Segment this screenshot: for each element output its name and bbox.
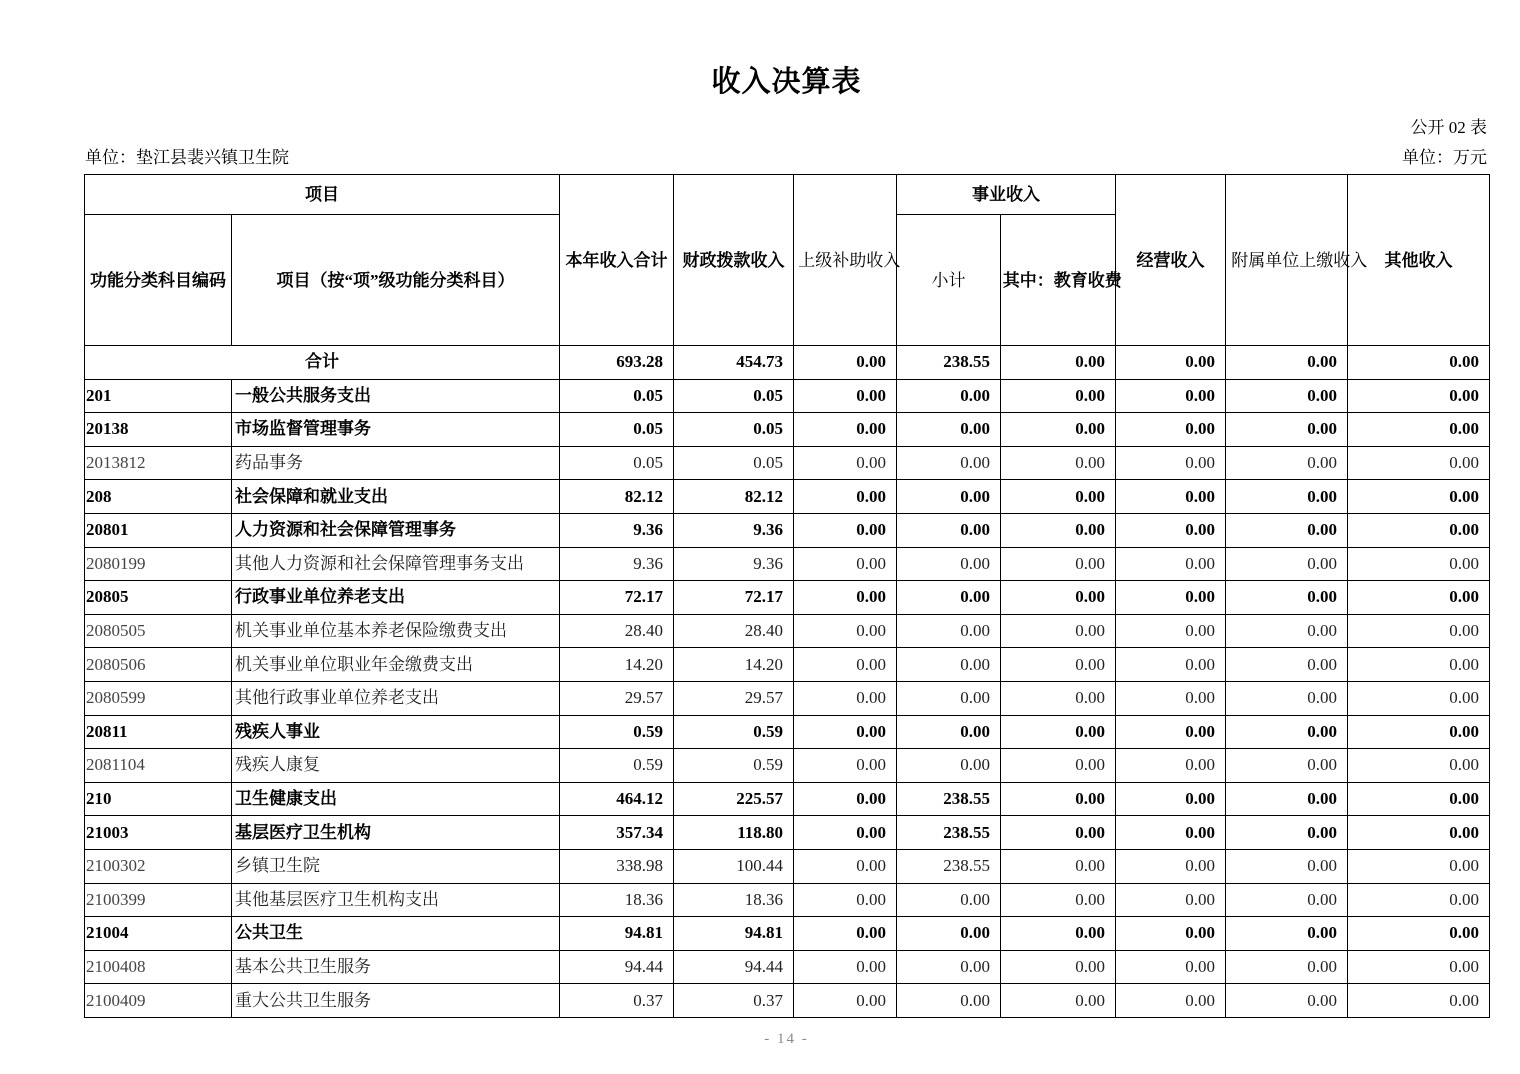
affiliated-remittance-cell: 0.00 [1226,513,1348,547]
fiscal-appropriation-cell: 0.59 [674,749,794,783]
other-income-cell: 0.00 [1348,849,1490,883]
fiscal-appropriation-cell: 9.36 [674,547,794,581]
header-subject-code: 功能分类科目编码 [85,215,232,346]
table-row [85,917,1490,951]
subject-name: 机关事业单位基本养老保险缴费支出 [232,614,560,648]
total-income-cell: 94.44 [560,950,674,984]
affiliated-remittance-cell: 0.00 [1226,816,1348,850]
subject-name: 基本公共卫生服务 [232,950,560,984]
header-operating-income: 经营收入 [1116,175,1226,346]
business-subtotal-cell: 0.00 [897,950,1001,984]
operating-income-cell: 0.00 [1116,547,1226,581]
total-income-cell: 0.05 [560,446,674,480]
subject-code: 2080599 [85,681,232,715]
subject-code: 201 [85,379,232,413]
other-income-cell: 0.00 [1348,648,1490,682]
fiscal-appropriation-cell: 29.57 [674,681,794,715]
operating-income-cell: 0.00 [1116,950,1226,984]
total-income-cell: 82.12 [560,480,674,514]
business-subtotal-cell: 238.55 [897,849,1001,883]
fiscal-appropriation-cell: 14.20 [674,648,794,682]
subject-code: 2080505 [85,614,232,648]
operating-income-cell: 0.00 [1116,749,1226,783]
table-row [85,513,1490,547]
total-income-cell: 29.57 [560,681,674,715]
header-other-income: 其他收入 [1348,175,1490,346]
superior-subsidy-cell: 0.00 [794,480,897,514]
total-income-cell: 0.05 [560,379,674,413]
business-subtotal-cell: 0.00 [897,413,1001,447]
education-fee-cell: 0.00 [1001,581,1116,615]
other-income-cell: 0.00 [1348,950,1490,984]
subject-name: 乡镇卫生院 [232,849,560,883]
subject-name: 其他行政事业单位养老支出 [232,681,560,715]
superior-subsidy-cell: 0.00 [794,513,897,547]
business-subtotal-cell: 238.55 [897,782,1001,816]
other-income-cell: 0.00 [1348,346,1490,380]
superior-subsidy-cell: 0.00 [794,346,897,380]
superior-subsidy-cell: 0.00 [794,413,897,447]
subject-name: 机关事业单位职业年金缴费支出 [232,648,560,682]
fiscal-appropriation-cell: 118.80 [674,816,794,850]
subject-code: 20138 [85,413,232,447]
fiscal-appropriation-cell: 454.73 [674,346,794,380]
education-fee-cell: 0.00 [1001,480,1116,514]
table-row [85,648,1490,682]
other-income-cell: 0.00 [1348,413,1490,447]
subject-name: 一般公共服务支出 [232,379,560,413]
header-business-subtotal: 小计 [897,215,1001,346]
affiliated-remittance-cell: 0.00 [1226,681,1348,715]
fiscal-appropriation-cell: 0.05 [674,379,794,413]
header-fiscal-appropriation: 财政拨款收入 [674,175,794,346]
fiscal-appropriation-cell: 0.05 [674,446,794,480]
header-row-1 [85,175,1490,215]
affiliated-remittance-cell: 0.00 [1226,547,1348,581]
other-income-cell: 0.00 [1348,446,1490,480]
subject-code: 21003 [85,816,232,850]
education-fee-cell: 0.00 [1001,614,1116,648]
fiscal-appropriation-cell: 82.12 [674,480,794,514]
superior-subsidy-cell: 0.00 [794,648,897,682]
subject-code: 21004 [85,917,232,951]
other-income-cell: 0.00 [1348,581,1490,615]
business-subtotal-cell: 0.00 [897,614,1001,648]
operating-income-cell: 0.00 [1116,681,1226,715]
other-income-cell: 0.00 [1348,614,1490,648]
table-row [85,547,1490,581]
affiliated-remittance-cell: 0.00 [1226,446,1348,480]
total-income-cell: 338.98 [560,849,674,883]
fiscal-appropriation-cell: 94.81 [674,917,794,951]
fiscal-appropriation-cell: 28.40 [674,614,794,648]
operating-income-cell: 0.00 [1116,413,1226,447]
total-income-cell: 357.34 [560,816,674,850]
other-income-cell: 0.00 [1348,513,1490,547]
superior-subsidy-cell: 0.00 [794,816,897,850]
fiscal-appropriation-cell: 0.05 [674,413,794,447]
education-fee-cell: 0.00 [1001,681,1116,715]
operating-income-cell: 0.00 [1116,446,1226,480]
business-subtotal-cell: 0.00 [897,984,1001,1018]
business-subtotal-cell: 0.00 [897,648,1001,682]
table-row [85,950,1490,984]
total-income-cell: 0.59 [560,749,674,783]
education-fee-cell: 0.00 [1001,984,1116,1018]
table-row [85,782,1490,816]
currency-unit: 单位：万元 [1402,148,1487,167]
business-subtotal-cell: 0.00 [897,446,1001,480]
other-income-cell: 0.00 [1348,379,1490,413]
subject-name: 重大公共卫生服务 [232,984,560,1018]
operating-income-cell: 0.00 [1116,581,1226,615]
subject-code: 2100399 [85,883,232,917]
education-fee-cell: 0.00 [1001,715,1116,749]
fiscal-appropriation-cell: 0.37 [674,984,794,1018]
total-income-cell: 464.12 [560,782,674,816]
fiscal-appropriation-cell: 9.36 [674,513,794,547]
total-income-cell: 0.37 [560,984,674,1018]
total-label: 合计 [85,346,560,380]
subject-code: 2080506 [85,648,232,682]
subject-code: 20811 [85,715,232,749]
subject-code: 2100302 [85,849,232,883]
table-row [85,446,1490,480]
operating-income-cell: 0.00 [1116,614,1226,648]
business-subtotal-cell: 0.00 [897,883,1001,917]
subject-code: 2100409 [85,984,232,1018]
affiliated-remittance-cell: 0.00 [1226,883,1348,917]
subject-name: 其他基层医疗卫生机构支出 [232,883,560,917]
table-row [85,883,1490,917]
superior-subsidy-cell: 0.00 [794,917,897,951]
other-income-cell: 0.00 [1348,883,1490,917]
superior-subsidy-cell: 0.00 [794,379,897,413]
table-row [85,480,1490,514]
superior-subsidy-cell: 0.00 [794,883,897,917]
operating-income-cell: 0.00 [1116,715,1226,749]
affiliated-remittance-cell: 0.00 [1226,749,1348,783]
reporting-unit: 单位：垫江县裴兴镇卫生院 [85,148,289,167]
fiscal-appropriation-cell: 72.17 [674,581,794,615]
other-income-cell: 0.00 [1348,917,1490,951]
affiliated-remittance-cell: 0.00 [1226,917,1348,951]
education-fee-cell: 0.00 [1001,413,1116,447]
affiliated-remittance-cell: 0.00 [1226,984,1348,1018]
total-row [85,346,1490,380]
page-title: 收入决算表 [711,66,862,98]
operating-income-cell: 0.00 [1116,513,1226,547]
business-subtotal-cell: 0.00 [897,749,1001,783]
subject-code: 2100408 [85,950,232,984]
total-income-cell: 693.28 [560,346,674,380]
subject-name: 残疾人事业 [232,715,560,749]
business-subtotal-cell: 0.00 [897,715,1001,749]
income-final-accounts-table [84,174,1490,1018]
operating-income-cell: 0.00 [1116,984,1226,1018]
superior-subsidy-cell: 0.00 [794,715,897,749]
superior-subsidy-cell: 0.00 [794,984,897,1018]
table-row [85,581,1490,615]
subject-name: 公共卫生 [232,917,560,951]
header-project: 项目 [85,175,560,215]
affiliated-remittance-cell: 0.00 [1226,782,1348,816]
education-fee-cell: 0.00 [1001,883,1116,917]
fiscal-appropriation-cell: 100.44 [674,849,794,883]
education-fee-cell: 0.00 [1001,379,1116,413]
affiliated-remittance-cell: 0.00 [1226,480,1348,514]
subject-code: 210 [85,782,232,816]
superior-subsidy-cell: 0.00 [794,614,897,648]
subject-name: 人力资源和社会保障管理事务 [232,513,560,547]
business-subtotal-cell: 0.00 [897,513,1001,547]
table-row [85,984,1490,1018]
superior-subsidy-cell: 0.00 [794,849,897,883]
total-income-cell: 9.36 [560,513,674,547]
other-income-cell: 0.00 [1348,749,1490,783]
subject-code: 20805 [85,581,232,615]
other-income-cell: 0.00 [1348,547,1490,581]
table-row [85,816,1490,850]
subject-name: 行政事业单位养老支出 [232,581,560,615]
subject-name: 市场监督管理事务 [232,413,560,447]
affiliated-remittance-cell: 0.00 [1226,346,1348,380]
subject-name: 药品事务 [232,446,560,480]
affiliated-remittance-cell: 0.00 [1226,950,1348,984]
affiliated-remittance-cell: 0.00 [1226,715,1348,749]
table-row [85,614,1490,648]
affiliated-remittance-cell: 0.00 [1226,614,1348,648]
operating-income-cell: 0.00 [1116,883,1226,917]
education-fee-cell: 0.00 [1001,749,1116,783]
other-income-cell: 0.00 [1348,681,1490,715]
other-income-cell: 0.00 [1348,816,1490,850]
business-subtotal-cell: 238.55 [897,346,1001,380]
operating-income-cell: 0.00 [1116,782,1226,816]
page-number: - 14 - [764,1031,809,1047]
form-number: 公开 02 表 [1410,118,1487,137]
fiscal-appropriation-cell: 18.36 [674,883,794,917]
other-income-cell: 0.00 [1348,715,1490,749]
education-fee-cell: 0.00 [1001,849,1116,883]
education-fee-cell: 0.00 [1001,917,1116,951]
table-row [85,379,1490,413]
education-fee-cell: 0.00 [1001,446,1116,480]
business-subtotal-cell: 0.00 [897,581,1001,615]
education-fee-cell: 0.00 [1001,513,1116,547]
other-income-cell: 0.00 [1348,480,1490,514]
operating-income-cell: 0.00 [1116,917,1226,951]
affiliated-remittance-cell: 0.00 [1226,849,1348,883]
total-income-cell: 94.81 [560,917,674,951]
business-subtotal-cell: 0.00 [897,547,1001,581]
subject-code: 2013812 [85,446,232,480]
superior-subsidy-cell: 0.00 [794,950,897,984]
total-income-cell: 14.20 [560,648,674,682]
header-education-fee: 其中：教育收费 [1001,215,1116,346]
header-total-income: 本年收入合计 [560,175,674,346]
total-income-cell: 28.40 [560,614,674,648]
header-business-income: 事业收入 [897,175,1116,215]
total-income-cell: 0.59 [560,715,674,749]
education-fee-cell: 0.00 [1001,648,1116,682]
header-subject-name: 项目（按“项”级功能分类科目） [232,215,560,346]
education-fee-cell: 0.00 [1001,950,1116,984]
education-fee-cell: 0.00 [1001,782,1116,816]
affiliated-remittance-cell: 0.00 [1226,648,1348,682]
table-row [85,715,1490,749]
header-affiliated-remittance: 附属单位上缴收入 [1226,175,1348,346]
superior-subsidy-cell: 0.00 [794,581,897,615]
fiscal-appropriation-cell: 225.57 [674,782,794,816]
subject-code: 208 [85,480,232,514]
operating-income-cell: 0.00 [1116,379,1226,413]
subject-name: 基层医疗卫生机构 [232,816,560,850]
business-subtotal-cell: 0.00 [897,480,1001,514]
education-fee-cell: 0.00 [1001,547,1116,581]
subject-name: 其他人力资源和社会保障管理事务支出 [232,547,560,581]
superior-subsidy-cell: 0.00 [794,782,897,816]
operating-income-cell: 0.00 [1116,648,1226,682]
affiliated-remittance-cell: 0.00 [1226,581,1348,615]
table-row [85,681,1490,715]
other-income-cell: 0.00 [1348,984,1490,1018]
subject-code: 2081104 [85,749,232,783]
superior-subsidy-cell: 0.00 [794,446,897,480]
total-income-cell: 18.36 [560,883,674,917]
education-fee-cell: 0.00 [1001,346,1116,380]
operating-income-cell: 0.00 [1116,480,1226,514]
table-row [85,749,1490,783]
affiliated-remittance-cell: 0.00 [1226,379,1348,413]
subject-code: 2080199 [85,547,232,581]
business-subtotal-cell: 238.55 [897,816,1001,850]
operating-income-cell: 0.00 [1116,849,1226,883]
business-subtotal-cell: 0.00 [897,681,1001,715]
superior-subsidy-cell: 0.00 [794,749,897,783]
operating-income-cell: 0.00 [1116,346,1226,380]
table-row [85,413,1490,447]
header-superior-subsidy: 上级补助收入 [794,175,897,346]
table-row [85,849,1490,883]
other-income-cell: 0.00 [1348,782,1490,816]
total-income-cell: 9.36 [560,547,674,581]
affiliated-remittance-cell: 0.00 [1226,413,1348,447]
superior-subsidy-cell: 0.00 [794,547,897,581]
total-income-cell: 72.17 [560,581,674,615]
subject-name: 卫生健康支出 [232,782,560,816]
subject-code: 20801 [85,513,232,547]
total-income-cell: 0.05 [560,413,674,447]
business-subtotal-cell: 0.00 [897,379,1001,413]
business-subtotal-cell: 0.00 [897,917,1001,951]
fiscal-appropriation-cell: 94.44 [674,950,794,984]
fiscal-appropriation-cell: 0.59 [674,715,794,749]
subject-name: 社会保障和就业支出 [232,480,560,514]
education-fee-cell: 0.00 [1001,816,1116,850]
superior-subsidy-cell: 0.00 [794,681,897,715]
subject-name: 残疾人康复 [232,749,560,783]
operating-income-cell: 0.00 [1116,816,1226,850]
